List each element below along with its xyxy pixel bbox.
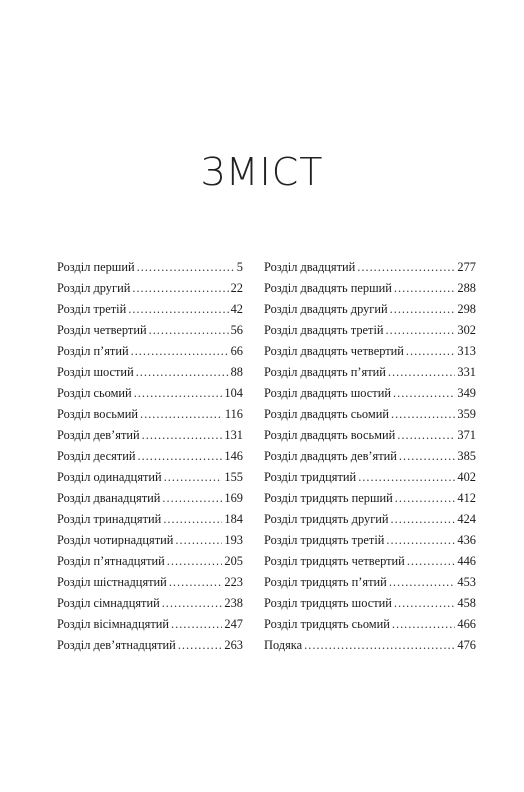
toc-entry-page-number: 458 xyxy=(457,596,476,610)
toc-entry-page-number: 22 xyxy=(230,281,243,295)
toc-entry[interactable] xyxy=(57,572,243,593)
toc-entry-label: Розділ одинадцятий xyxy=(57,470,162,484)
dot-leader xyxy=(163,509,222,530)
toc-entry-page-number: 349 xyxy=(457,386,476,400)
toc-entry[interactable] xyxy=(57,383,243,404)
dot-leader xyxy=(389,572,456,593)
toc-entry[interactable] xyxy=(57,278,243,299)
toc-entry[interactable] xyxy=(264,257,476,278)
dot-leader xyxy=(134,383,223,404)
dot-leader xyxy=(393,383,455,404)
toc-entry-page-number: 453 xyxy=(457,575,476,589)
toc-entry-page-number: 116 xyxy=(224,407,243,421)
toc-entry[interactable] xyxy=(264,362,476,383)
toc-entry-label: Розділ п’ятнадцятий xyxy=(57,554,165,568)
toc-entry[interactable] xyxy=(57,362,243,383)
toc-entry-label: Розділ другий xyxy=(57,281,131,295)
dot-leader xyxy=(169,572,223,593)
toc-entry[interactable] xyxy=(264,341,476,362)
dot-leader xyxy=(399,446,455,467)
toc-entry[interactable] xyxy=(57,614,243,635)
toc-entry[interactable] xyxy=(264,404,476,425)
toc-entry-label: Розділ двадцять дев’ятий xyxy=(264,449,397,463)
toc-entry-label: Розділ двадцять перший xyxy=(264,281,392,295)
toc-entry-label: Розділ двадцятий xyxy=(264,260,356,274)
toc-entry-page-number: 193 xyxy=(224,533,243,547)
toc-entry-page-number: 263 xyxy=(224,638,243,652)
toc-entry-label: Розділ двадцять третій xyxy=(264,323,384,337)
toc-entry[interactable] xyxy=(57,320,243,341)
toc-entry[interactable] xyxy=(57,551,243,572)
toc-entry-page-number: 104 xyxy=(224,386,243,400)
toc-entry[interactable] xyxy=(57,404,243,425)
dot-leader xyxy=(140,404,223,425)
toc-entry[interactable] xyxy=(264,614,476,635)
dot-leader xyxy=(137,257,235,278)
toc-entry-page-number: 402 xyxy=(457,470,476,484)
toc-entry[interactable] xyxy=(57,509,243,530)
dot-leader xyxy=(137,446,222,467)
toc-entry[interactable] xyxy=(264,278,476,299)
toc-entry-label: Розділ тридцять четвертий xyxy=(264,554,405,568)
toc-entry[interactable] xyxy=(264,593,476,614)
toc-entry-label: Розділ тридцятий xyxy=(264,470,357,484)
dot-leader xyxy=(358,467,455,488)
toc-entry-page-number: 169 xyxy=(224,491,243,505)
dot-leader xyxy=(391,404,455,425)
toc-entry[interactable] xyxy=(57,593,243,614)
dot-leader xyxy=(397,425,455,446)
toc-entry-label: Розділ дев’ятий xyxy=(57,428,140,442)
toc-entry-page-number: 42 xyxy=(230,302,243,316)
toc-entry-label: Розділ восьмий xyxy=(57,407,138,421)
toc-entry-page-number: 288 xyxy=(457,281,476,295)
toc-entry-label: Подяка xyxy=(264,638,303,652)
toc-entry[interactable] xyxy=(264,530,476,551)
dot-leader xyxy=(162,593,223,614)
dot-leader xyxy=(394,278,456,299)
dot-leader xyxy=(175,530,222,551)
toc-entry-label: Розділ чотирнадцятий xyxy=(57,533,174,547)
toc-entry[interactable] xyxy=(264,383,476,404)
toc-entry[interactable] xyxy=(57,446,243,467)
toc-entry-label: Розділ четвертий xyxy=(57,323,147,337)
toc-entry-page-number: 205 xyxy=(224,554,243,568)
toc-entry-page-number: 359 xyxy=(457,407,476,421)
toc-column-left xyxy=(57,257,243,656)
toc-entry-label: Розділ сьомий xyxy=(57,386,132,400)
dot-leader xyxy=(131,341,229,362)
toc-entry[interactable] xyxy=(264,446,476,467)
toc-column-right xyxy=(264,257,476,656)
toc-entry-label: Розділ тридцять п’ятий xyxy=(264,575,387,589)
toc-entry-page-number: 247 xyxy=(224,617,243,631)
toc-entry-page-number: 436 xyxy=(457,533,476,547)
toc-entry[interactable] xyxy=(57,635,243,656)
toc-entry-page-number: 131 xyxy=(224,428,243,442)
dot-leader xyxy=(388,362,456,383)
toc-entry[interactable] xyxy=(264,299,476,320)
toc-entry-label: Розділ двадцять сьомий xyxy=(264,407,389,421)
dot-leader xyxy=(304,635,455,656)
dot-leader xyxy=(178,635,223,656)
toc-entry[interactable] xyxy=(57,488,243,509)
toc-entry-label: Розділ тридцять третій xyxy=(264,533,385,547)
toc-entry-page-number: 371 xyxy=(457,428,476,442)
toc-entry-page-number: 385 xyxy=(457,449,476,463)
dot-leader xyxy=(386,530,455,551)
dot-leader xyxy=(392,614,456,635)
dot-leader xyxy=(357,257,455,278)
toc-entry-page-number: 5 xyxy=(236,260,243,274)
toc-entry[interactable] xyxy=(264,635,476,656)
toc-entry[interactable] xyxy=(57,425,243,446)
dot-leader xyxy=(162,488,222,509)
toc-entry-label: Розділ тридцять сьомий xyxy=(264,617,390,631)
toc-entry[interactable] xyxy=(264,425,476,446)
toc-entry-page-number: 466 xyxy=(457,617,476,631)
toc-entry-label: Розділ дев’ятнадцятий xyxy=(57,638,176,652)
toc-entry-page-number: 88 xyxy=(230,365,243,379)
dot-leader xyxy=(149,320,229,341)
toc-entry-page-number: 302 xyxy=(457,323,476,337)
toc-entry-page-number: 146 xyxy=(224,449,243,463)
toc-entry-label: Розділ двадцять восьмий xyxy=(264,428,396,442)
toc-entry-label: Розділ дванадцятий xyxy=(57,491,161,505)
page-title: ЗМІСТ xyxy=(200,150,324,194)
dot-leader xyxy=(394,593,456,614)
toc-entry-page-number: 56 xyxy=(230,323,243,337)
toc-entry[interactable] xyxy=(57,257,243,278)
toc-entry-label: Розділ двадцять шостий xyxy=(264,386,391,400)
toc-entry-page-number: 223 xyxy=(224,575,243,589)
dot-leader xyxy=(406,341,456,362)
dot-leader xyxy=(128,299,228,320)
toc-entry-label: Розділ тридцять шостий xyxy=(264,596,392,610)
dot-leader xyxy=(390,299,456,320)
toc-entry[interactable] xyxy=(264,488,476,509)
toc-entry-label: Розділ тринадцятий xyxy=(57,512,162,526)
toc-entry[interactable] xyxy=(264,572,476,593)
dot-leader xyxy=(171,614,222,635)
toc-entry-page-number: 155 xyxy=(224,470,243,484)
toc-entry-page-number: 331 xyxy=(457,365,476,379)
toc-entry-page-number: 277 xyxy=(457,260,476,274)
toc-entry-label: Розділ сімнадцятий xyxy=(57,596,160,610)
toc-entry-label: Розділ вісімнадцятий xyxy=(57,617,169,631)
dot-leader xyxy=(386,320,456,341)
toc-entry[interactable] xyxy=(57,467,243,488)
toc-entry-label: Розділ двадцять другий xyxy=(264,302,388,316)
toc-entry-page-number: 424 xyxy=(457,512,476,526)
toc-entry[interactable] xyxy=(264,509,476,530)
toc-entry[interactable] xyxy=(57,299,243,320)
toc-entry-page-number: 298 xyxy=(457,302,476,316)
toc-entry-page-number: 412 xyxy=(457,491,476,505)
toc-entry-page-number: 238 xyxy=(224,596,243,610)
toc-entry-label: Розділ десятий xyxy=(57,449,136,463)
toc-entry-label: Розділ перший xyxy=(57,260,135,274)
dot-leader xyxy=(136,362,229,383)
toc-entry[interactable] xyxy=(264,551,476,572)
toc-entry-label: Розділ шостий xyxy=(57,365,134,379)
toc-entry-page-number: 66 xyxy=(230,344,243,358)
toc-entry[interactable] xyxy=(264,320,476,341)
toc-entry-page-number: 476 xyxy=(457,638,476,652)
toc-entry-label: Розділ двадцять п’ятий xyxy=(264,365,386,379)
toc-entry-page-number: 184 xyxy=(224,512,243,526)
toc-entry-label: Розділ двадцять четвертий xyxy=(264,344,404,358)
toc-entry-label: Розділ тридцять перший xyxy=(264,491,393,505)
toc-entry-label: Розділ п’ятий xyxy=(57,344,129,358)
toc-entry-page-number: 313 xyxy=(457,344,476,358)
dot-leader xyxy=(164,467,223,488)
dot-leader xyxy=(395,488,456,509)
dot-leader xyxy=(142,425,223,446)
toc-entry-label: Розділ третій xyxy=(57,302,127,316)
dot-leader xyxy=(407,551,456,572)
toc-entry-label: Розділ шістнадцятий xyxy=(57,575,167,589)
toc-entry-label: Розділ тридцять другий xyxy=(264,512,389,526)
toc-entry[interactable] xyxy=(57,341,243,362)
toc-entry-page-number: 446 xyxy=(457,554,476,568)
dot-leader xyxy=(132,278,228,299)
dot-leader xyxy=(391,509,456,530)
toc-entry[interactable] xyxy=(57,530,243,551)
toc-entry[interactable] xyxy=(264,467,476,488)
dot-leader xyxy=(167,551,223,572)
